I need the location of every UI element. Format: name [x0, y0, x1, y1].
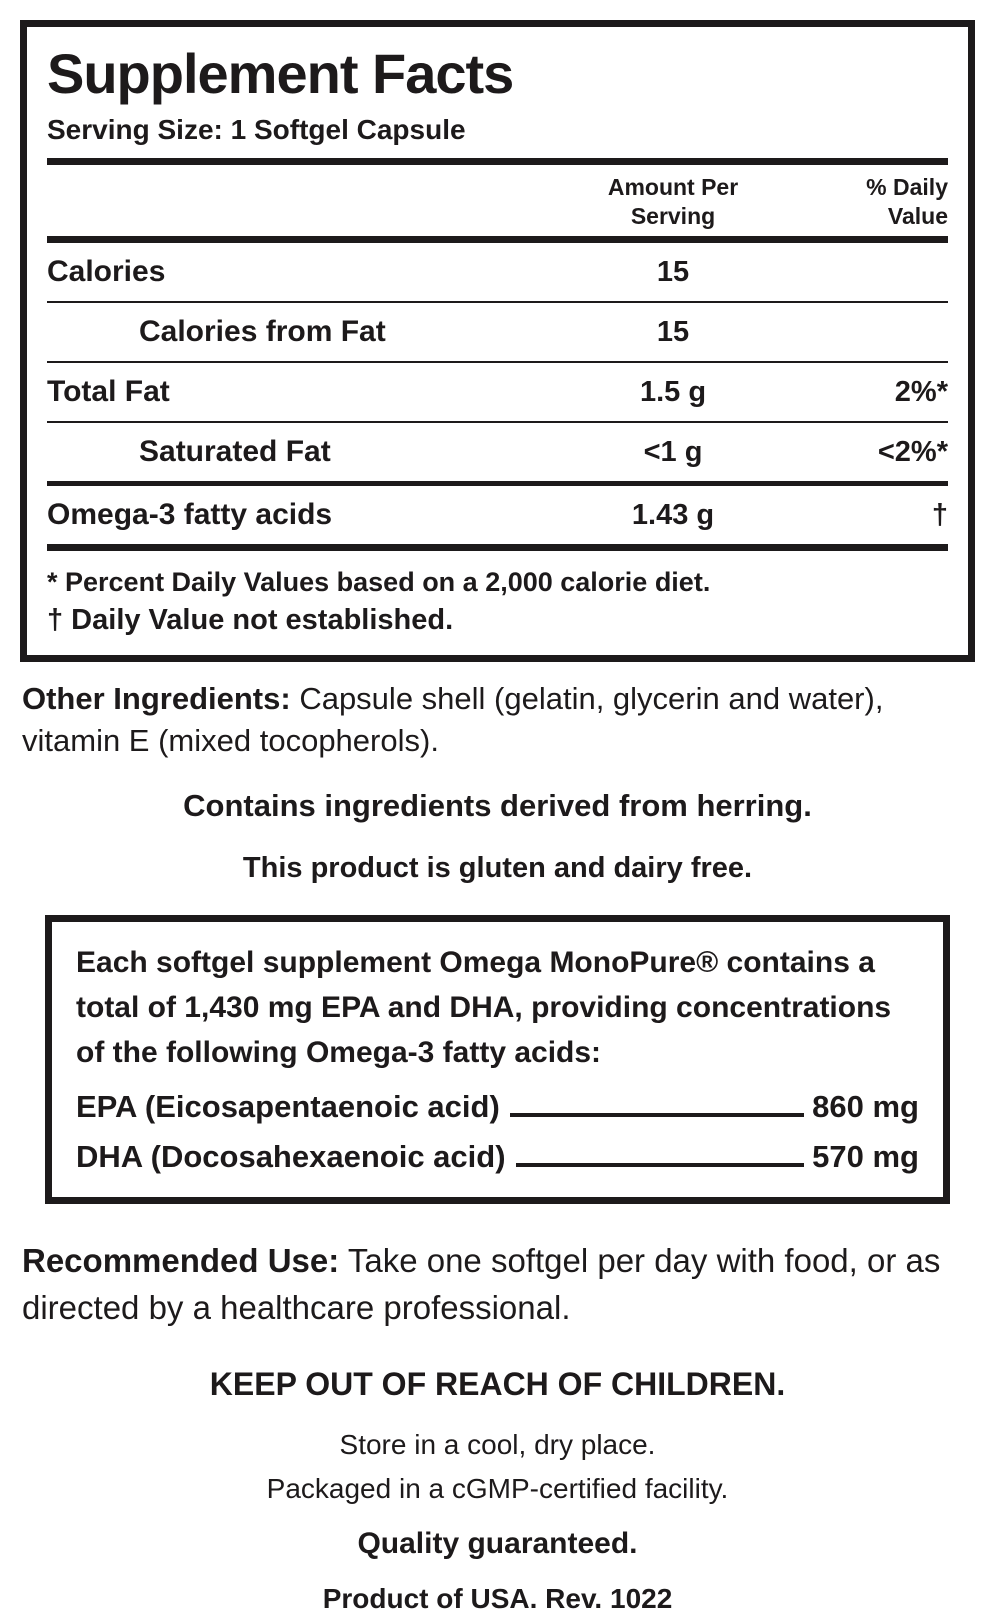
nutrient-dv: <2%* [877, 435, 948, 468]
epa-dha-box [45, 915, 950, 1204]
fatty-acid-name: DHA (Docosahexaenoic acid) [76, 1138, 506, 1174]
nutrient-name: Total Fat [47, 375, 170, 409]
epa-row [76, 1089, 919, 1125]
nutrient-dv: 2%* [894, 375, 948, 408]
epa-box-intro: Each softgel supplement Omega MonoPure® contains a total of 1,430 mg EPA and DHA, providing concentrations of the following Omega-3 fatty acids: [76, 945, 892, 1069]
column-header-amount [558, 173, 788, 231]
amount-header-line2: Serving [630, 202, 716, 229]
other-ingredients-text: Capsule shell (gelatin, glycerin and water), vitamin E (mixed tocopherols). [22, 681, 884, 759]
divider [47, 544, 948, 551]
nutrient-dv: † [931, 498, 948, 531]
nutrient-name: Calories from Fat [139, 315, 386, 349]
dha-row [76, 1139, 919, 1175]
supplement-facts-panel [20, 20, 975, 662]
storage-instruction: Store in a cool, dry place. [339, 1428, 656, 1460]
recommended-use-label: Recommended Use: [22, 1241, 340, 1279]
table-row-omega3 [47, 486, 948, 544]
nutrient-amount: 1.43 g [631, 498, 715, 531]
facts-header-row [47, 165, 948, 237]
quality-note: Quality guaranteed. [357, 1526, 638, 1560]
other-ingredients [22, 678, 974, 762]
facility-note: Packaged in a cGMP-certified facility. [266, 1472, 729, 1504]
fatty-acid-value: 570 mg [812, 1138, 919, 1174]
footnote-daily-values: * Percent Daily Values based on a 2,000 calorie diet. [47, 567, 711, 598]
amount-header-line1: Amount Per [607, 173, 739, 200]
fatty-acid-name: EPA (Eicosapentaenoic acid) [76, 1088, 500, 1124]
divider [47, 236, 948, 243]
nutrient-name: Saturated Fat [139, 435, 331, 469]
nutrient-amount: <1 g [643, 435, 703, 468]
nutrient-amount: 1.5 g [639, 375, 707, 408]
serving-size: Serving Size: 1 Softgel Capsule [47, 113, 466, 145]
nutrient-amount: 15 [656, 315, 690, 348]
product-revision: Product of USA. Rev. 1022 [322, 1582, 673, 1614]
leader-line [516, 1163, 805, 1167]
footnote-dv-not-established: † Daily Value not established. [47, 604, 454, 637]
leader-line [510, 1113, 804, 1117]
recommended-use [22, 1238, 952, 1332]
nutrient-name: Omega-3 fatty acids [47, 498, 333, 532]
claim-contains-herring: Contains ingredients derived from herring. [183, 787, 812, 823]
recommended-use-text: Take one softgel per day with food, or as directed by a healthcare professional. [22, 1241, 941, 1326]
nutrient-name: Calories [47, 255, 166, 289]
table-row-saturated-fat [47, 423, 948, 481]
dv-header-line2: Value [887, 202, 948, 229]
table-row-calories [47, 243, 948, 301]
keep-out-of-reach-warning: KEEP OUT OF REACH OF CHILDREN. [209, 1365, 786, 1402]
nutrient-amount: 15 [656, 255, 690, 288]
table-row-calories-from-fat [47, 303, 948, 361]
table-row-total-fat [47, 363, 948, 421]
other-ingredients-label: Other Ingredients: [22, 681, 291, 717]
column-header-dv [788, 173, 948, 231]
panel-title: Supplement Facts [47, 42, 514, 105]
fatty-acid-value: 860 mg [812, 1088, 919, 1124]
divider [47, 158, 948, 165]
dv-header-line1: % Daily [866, 173, 948, 200]
claim-gluten-dairy-free: This product is gluten and dairy free. [242, 851, 753, 884]
